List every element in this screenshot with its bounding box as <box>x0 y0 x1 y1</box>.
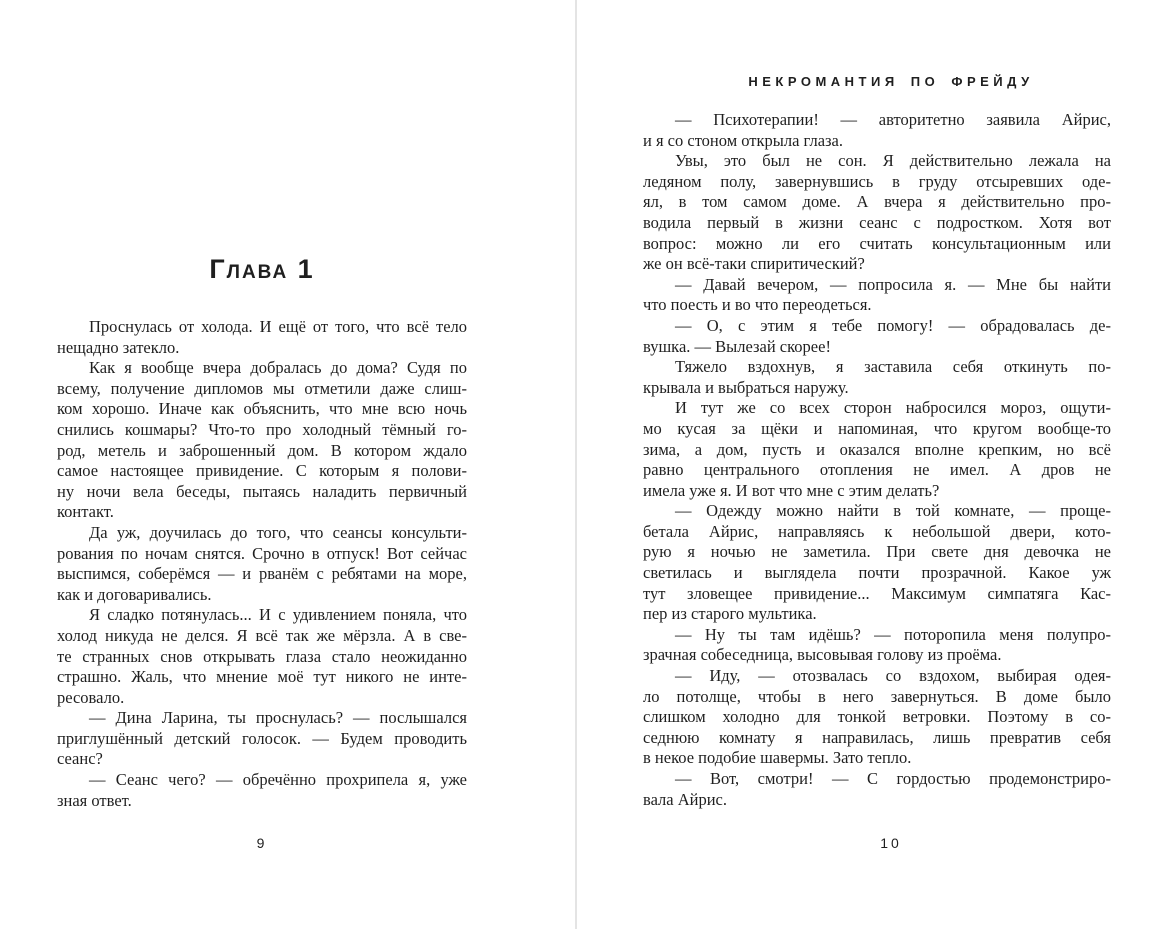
text-line: ял, в том самом доме. А вчера я действительно про- <box>643 192 1111 212</box>
text-line: ком хорошо. Иначе как объяснить, что мне всю ночь <box>57 399 467 419</box>
text-line: рования по ночам снятся. Срочно в отпуск! Вот сейчас <box>57 543 467 563</box>
text-line: — Сеанс чего? — обречённо прохрипела я, уже <box>89 770 467 790</box>
text-line: Я сладко потянулась... И с удивлением поняла, что <box>89 605 467 625</box>
page-left <box>0 0 575 929</box>
text-line: мо кусая за щёки и напоминая, что кругом вообще-то <box>643 418 1111 438</box>
text-line: бетала Айрис, направляясь к небольшой двери, кото- <box>643 521 1111 541</box>
page-left-body <box>57 317 467 811</box>
text-line: что поесть и во что переодеться. <box>643 295 872 315</box>
text-line: приглушённый детский голосок. — Будем проводить <box>57 728 467 748</box>
text-line: те странных снов открывать глаза стало неожиданно <box>57 646 467 666</box>
text-line: род, метель и заброшенный дом. В котором ждало <box>57 440 467 460</box>
text-line: Увы, это был не сон. Я действительно лежала на <box>675 151 1111 171</box>
page-right <box>577 0 1153 929</box>
text-line: снились кошмары? Что-то про холодный тёмный го- <box>57 419 467 439</box>
text-line: седнюю комнату я направилась, лишь превратив себя <box>643 727 1111 747</box>
page-number-right: 10 <box>880 835 902 851</box>
page-right-body <box>643 110 1111 810</box>
text-line: и я со стоном открыла глаза. <box>643 130 843 150</box>
text-line: в некое подобие шавермы. Зато тепло. <box>643 748 912 768</box>
running-header: НЕКРОМАНТИЯ ПО ФРЕЙДУ <box>748 74 1034 89</box>
text-line: — Вот, смотри! — С гордостью продемонстриро- <box>675 769 1111 788</box>
text-line: светилась и выглядела почти прозрачной. Какое уж <box>643 563 1111 583</box>
text-line: рую я ночью не заметила. При свете дня девочка не <box>643 542 1111 562</box>
text-line: холод никуда не делся. Я всё так же мёрзла. А в све- <box>57 625 467 645</box>
text-line: пер из старого мультика. <box>643 604 817 624</box>
text-line: водила первый в жизни сеанс с подростком. Хотя вот <box>643 212 1111 232</box>
text-line: И тут же со всех сторон набросился мороз, ощути- <box>675 398 1111 418</box>
text-line: равно центрального отопления не имел. А дров не <box>643 460 1111 480</box>
text-line: — Ну ты там идёшь? — поторопила меня полупро- <box>675 624 1111 644</box>
text-line: зима, а дом, пусть и оказался вполне крепким, но всё <box>643 439 1111 459</box>
text-line: самое настоящее привидение. С которым я полови- <box>57 461 467 481</box>
text-line: — Психотерапии! — авторитетно заявила Айрис, <box>675 110 1111 129</box>
text-line: Проснулась от холода. И ещё от того, что всё тело <box>89 317 467 336</box>
text-line: вала Айрис. <box>643 789 727 809</box>
text-line: выспимся, соберёмся — и рванём с ребятами на море, <box>57 564 467 584</box>
text-line: контакт. <box>57 502 114 522</box>
text-line: имела уже я. И вот что мне с этим делать? <box>643 480 940 500</box>
text-line: страшно. Жаль, что мнение моё тут никого не инте- <box>57 667 467 687</box>
text-line: зрачная собеседница, высовывая голову из проёма. <box>643 645 1002 665</box>
text-line: Тяжело вздохнув, я заставила себя откинуть по- <box>675 357 1111 377</box>
text-line: как и договаривались. <box>57 584 212 604</box>
text-line: — О, с этим я тебе помогу! — обрадовалась де- <box>675 315 1111 335</box>
text-line: же он всё-таки спиритический? <box>643 254 865 274</box>
text-line: сеанс? <box>57 749 103 769</box>
page-number-left: 9 <box>256 835 268 851</box>
text-line: вушка. — Вылезай скорее! <box>643 336 831 356</box>
text-line: — Одежду можно найти в той комнате, — проще- <box>675 501 1111 521</box>
text-line: ло потолще, чтобы в него завернуться. В доме было <box>643 686 1111 706</box>
text-line: тут зловещее привидение... Максимум симпатяга Кас- <box>643 583 1111 603</box>
text-line: всему, получение дипломов мы отметили даже слиш- <box>57 378 467 398</box>
text-line: нещадно затекло. <box>57 337 180 357</box>
text-line: ресовало. <box>57 687 125 707</box>
text-line: Как я вообще вчера добралась до дома? Судя по <box>89 358 467 378</box>
text-line: зная ответ. <box>57 790 132 810</box>
text-line: вопрос: можно ли его считать консультационным или <box>643 233 1111 253</box>
text-line: слишком холодно для тонкой ветровки. Поэтому в со- <box>643 707 1111 727</box>
text-line: — Иду, — отозвалась со вздохом, выбирая одея- <box>675 666 1111 686</box>
text-line: ледяном полу, завернувшись в груду отсыревших оде- <box>643 171 1111 191</box>
text-line: Да уж, доучилась до того, что сеансы консульти- <box>89 522 467 542</box>
text-line: ну ночи вела беседы, пытаясь наладить первичный <box>57 481 467 501</box>
chapter-heading: Глава 1 <box>209 254 315 284</box>
text-line: — Давай вечером, — попросила я. — Мне бы найти <box>675 274 1111 294</box>
text-line: крывала и выбраться наружу. <box>643 377 849 397</box>
text-line: — Дина Ларина, ты проснулась? — послышался <box>89 708 467 728</box>
